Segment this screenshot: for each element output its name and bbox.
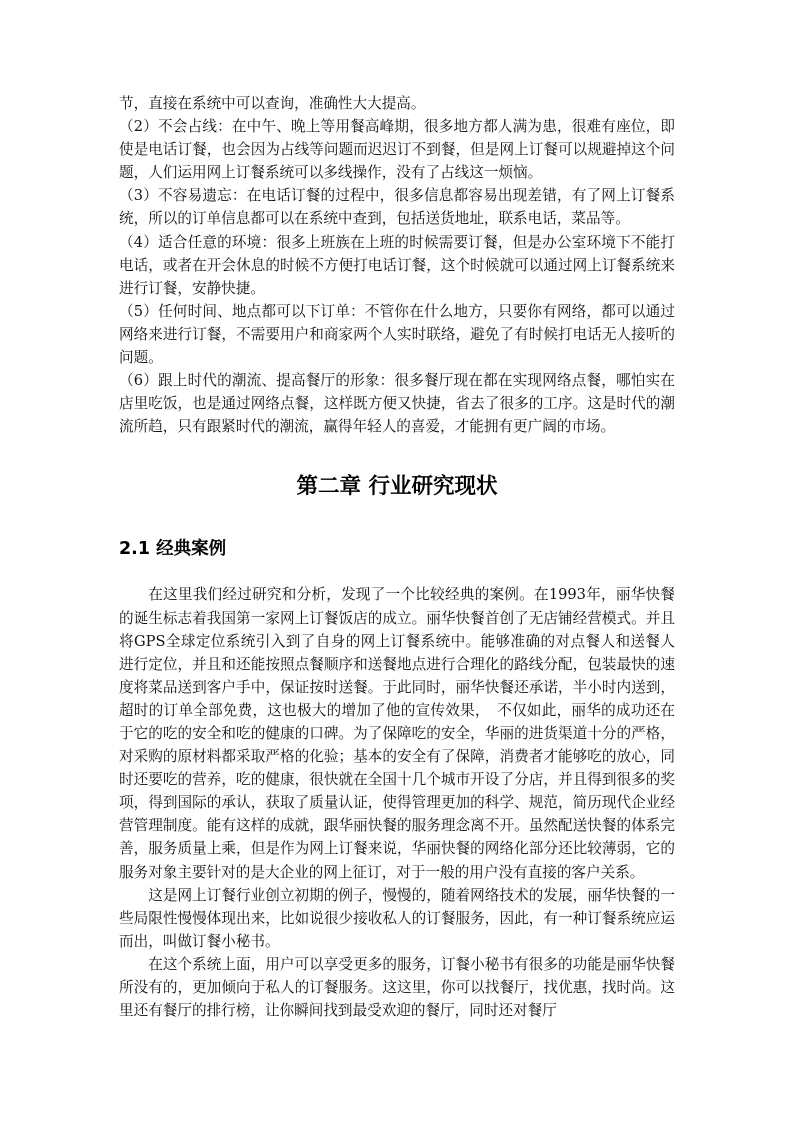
document-page xyxy=(119,92,675,1022)
paragraph-early-example: 这是网上订餐行业创立初期的例子，慢慢的，随着网络技术的发展，丽华快餐的一些局限性慢慢体现出来，比如说很少接收私人的订餐服务，因此，有一种订餐系统应运而出，叫做订餐小秘书。 xyxy=(119,886,675,950)
paragraph-any-time-place: （5）任何时间、地点都可以下订单：不管你在什么地方，只要你有网络，都可以通过网络来进行订餐，不需要用户和商家两个人实时联络，避免了有时候打电话无人接听的问题。 xyxy=(119,302,675,367)
paragraph-classic-case: 在这里我们经过研究和分析，发现了一个比较经典的案例。在1993年，丽华快餐的诞生标志着我国第一家网上订餐饭店的成立。丽华快餐首创了无店铺经营模式。并且将GPS全球定位系统引入到了自身的网上订餐系统中。能够准确的对点餐人和送餐人进行定位，并且和还能按照点餐顺序和送餐地点进行合理化的路线分配，包装最快的速度将菜品送到客户手中，保证按时送餐。于此同时，丽华快餐还承诺，半小时内送到，超时的订单全部免费，这也极大的增加了他的宣传效果， 不仅如此，丽华的成功还在于它的吃的安全和吃的健康的口碑。为了保障吃的安全，华丽的进货渠道十分的严格，对采购的原材料都采取严格的化验；基本的安全有了保障，消费者才能够吃的放心，同时还要吃的营养，吃的健康，很快就在全国十几个城市开设了分店，并且得到很多的奖项，得到国际的承认，获取了质量认证，使得管理更加的科学、规范，简历现代企业经营管理制度。能有这样的成就，跟华丽快餐的服务理念离不开。虽然配送快餐的体系完善，服务质量上乘，但是作为网上订餐来说，华丽快餐的网络化部分还比较薄弱，它的服务对象主要针对的是大企业的网上征订，对于一般的用户没有直接的客户关系。 xyxy=(119,586,675,881)
paragraph-continuation: 节，直接在系统中可以查询，准确性大大提高。 xyxy=(119,95,426,112)
paragraph-any-environment: （4）适合任意的环境：很多上班族在上班的时候需要订餐，但是办公室环境下不能打电话，或者在开会休息的时候不方便打电话订餐，这个时候就可以通过网上订餐系统来进行订餐，安静快捷。 xyxy=(119,233,675,297)
chapter-title: 第二章 行业研究现状 xyxy=(296,474,498,500)
section-title: 2.1 经典案例 xyxy=(119,539,227,560)
paragraph-no-busy-line: （2）不会占线：在中午、晚上等用餐高峰期，很多地方都人满为患，很难有座位，即使是电话订餐，也会因为占线等问题而迟迟订不到餐，但是网上订餐可以规避掉这个问题，人们运用网上订餐系统可以多线操作，没有了占线这一烦恼。 xyxy=(119,118,675,182)
paragraph-not-forgotten: （3）不容易遗忘：在电话订餐的过程中，很多信息都容易出现差错，有了网上订餐系统，所以的订单信息都可以在系统中查到，包括送货地址，联系电话，菜品等。 xyxy=(119,187,675,228)
paragraph-keep-up-trend: （6）跟上时代的潮流、提高餐厅的形象：很多餐厅现在都在实现网络点餐，哪怕实在店里吃饭，也是通过网络点餐，这样既方便又快捷，省去了很多的工序。这是时代的潮流所趋，只有跟紧时代的潮流，赢得年轻人的喜爱，才能拥有更广阔的市场。 xyxy=(119,372,675,436)
section-body xyxy=(119,583,675,1022)
paragraph-secretary-system: 在这个系统上面，用户可以享受更多的服务，订餐小秘书有很多的功能是丽华快餐所没有的，更加倾向于私人的订餐服务。这这里，你可以找餐厅，找优惠，找时尚。这里还有餐厅的排行榜，让你瞬间找到最受欢迎的餐厅，同时还对餐厅 xyxy=(119,955,675,1020)
